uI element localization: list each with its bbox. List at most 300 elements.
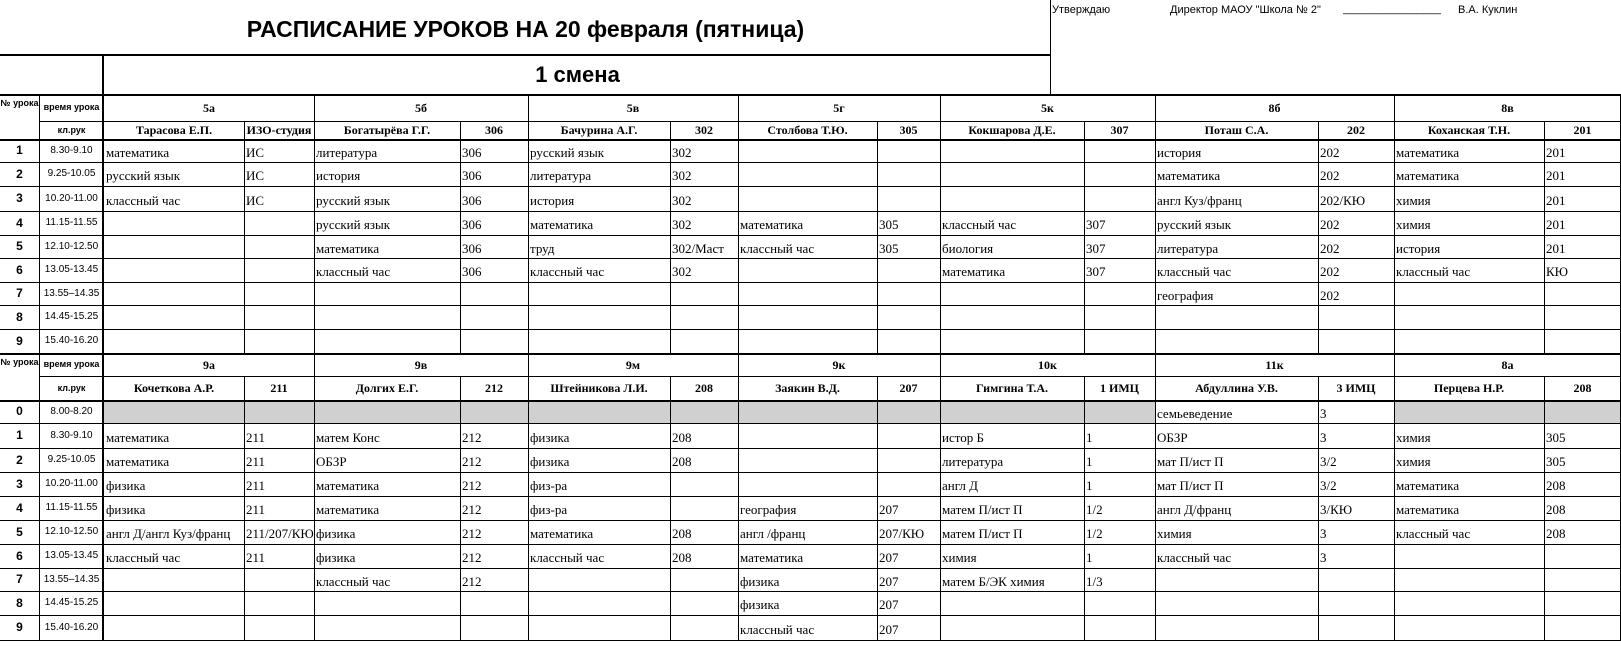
subject-cell xyxy=(1155,591,1318,615)
grid-line xyxy=(670,121,671,353)
subject-cell: химия xyxy=(1396,430,1431,445)
subject-cell: физ-ра xyxy=(530,502,568,517)
room-cell xyxy=(1544,568,1621,591)
subject-cell: англ Куз/франц xyxy=(1157,193,1242,208)
subject-cell: классный час xyxy=(942,217,1017,232)
subject-cell: классный час xyxy=(740,241,815,256)
grid-line xyxy=(1318,121,1319,353)
subject-cell: математика xyxy=(106,430,170,445)
room-cell xyxy=(244,329,314,353)
room-cell: 306 xyxy=(462,264,482,279)
subject-cell: химия xyxy=(1157,526,1192,541)
subject-cell: химия xyxy=(942,550,977,565)
room-cell: 306 xyxy=(462,241,482,256)
subject-cell xyxy=(314,615,460,640)
lesson-time: 8.30-9.10 xyxy=(50,430,93,441)
room-cell xyxy=(1544,305,1621,329)
lesson-time: 10.20-11.00 xyxy=(45,478,98,489)
director-label: Директор МАОУ "Школа № 2" xyxy=(1170,4,1321,16)
grid-line xyxy=(1318,376,1319,640)
room-cell xyxy=(244,235,314,258)
subject-cell xyxy=(528,568,670,591)
lesson-time: 10.20-11.00 xyxy=(45,193,98,204)
room-cell: 1/3 xyxy=(1086,574,1103,589)
subject-cell: классный час xyxy=(1396,526,1471,541)
lesson-number-header: № урока xyxy=(0,98,39,108)
room-cell: 211 xyxy=(246,454,266,469)
subject-cell: математика xyxy=(1396,168,1460,183)
room-cell: 3 xyxy=(1320,526,1327,541)
class-room: 211 xyxy=(270,381,288,395)
grid-line xyxy=(1544,121,1545,353)
subject-cell: физика xyxy=(740,574,780,589)
room-cell: 201 xyxy=(1546,168,1566,183)
room-cell xyxy=(877,282,940,305)
room-cell: 207 xyxy=(879,574,899,589)
subject-cell: матем Конс xyxy=(316,430,380,445)
lesson-number: 7 xyxy=(16,286,23,300)
class-teacher: Абдуллина У.В. xyxy=(1195,381,1278,395)
room-cell: 305 xyxy=(1546,454,1566,469)
subject-cell: химия xyxy=(1396,217,1431,232)
subject-cell: физика xyxy=(530,430,570,445)
room-cell xyxy=(1544,282,1621,305)
class-teacher: Коханская Т.Н. xyxy=(1427,123,1511,137)
subject-cell: матем П/ист П xyxy=(942,502,1023,517)
class-room: 202 xyxy=(1347,123,1365,137)
room-cell xyxy=(1084,615,1155,640)
subject-cell xyxy=(940,139,1084,162)
room-cell: 212 xyxy=(462,502,482,517)
room-cell xyxy=(877,162,940,186)
grid-line xyxy=(460,376,461,640)
subject-cell: классный час xyxy=(106,550,181,565)
room-cell: 201 xyxy=(1546,145,1566,160)
room-cell: 305 xyxy=(879,217,899,232)
subject-cell: классный час xyxy=(106,193,181,208)
room-cell: 211 xyxy=(246,478,266,493)
subject-cell xyxy=(940,186,1084,211)
room-cell: 1 xyxy=(1086,550,1093,565)
room-cell: 211/207/КЮ xyxy=(246,526,314,541)
class-teacher-header: кл.рук xyxy=(57,125,86,135)
class-room: 305 xyxy=(899,123,918,137)
class-teacher: Богатырёва Г.Г. xyxy=(343,123,431,137)
grid-line xyxy=(1084,121,1085,353)
subject-cell xyxy=(528,305,670,329)
room-cell xyxy=(1084,400,1155,423)
class-name: 10к xyxy=(1038,358,1057,372)
lesson-number: 0 xyxy=(16,404,23,418)
room-cell: 202 xyxy=(1320,217,1340,232)
room-cell xyxy=(460,282,528,305)
class-room: 1 ИМЦ xyxy=(1100,381,1139,395)
lesson-time: 11.15-11.55 xyxy=(45,502,98,513)
approval-label: Утверждаю xyxy=(1052,4,1111,16)
subject-cell: математика xyxy=(740,550,804,565)
room-cell xyxy=(244,568,314,591)
subject-cell xyxy=(104,400,244,423)
lesson-time-header: время урока xyxy=(43,359,100,369)
room-cell xyxy=(670,496,738,520)
room-cell: ИС xyxy=(246,193,265,208)
room-cell: 3 xyxy=(1320,550,1327,565)
room-cell xyxy=(670,472,738,496)
subject-cell: физика xyxy=(106,478,146,493)
subject-cell: математика xyxy=(740,217,804,232)
lesson-time: 13.05-13.45 xyxy=(44,264,99,275)
room-cell: 1 xyxy=(1086,430,1093,445)
shift-title: 1 смена xyxy=(535,62,620,87)
subject-cell xyxy=(1155,615,1318,640)
room-cell: КЮ xyxy=(1546,264,1569,279)
room-cell: 306 xyxy=(462,145,482,160)
subject-cell xyxy=(940,305,1084,329)
subject-cell xyxy=(314,282,460,305)
class-teacher: Перцева Н.Р. xyxy=(1433,381,1505,395)
class-room: 208 xyxy=(1573,381,1592,395)
room-cell: 208 xyxy=(672,526,692,541)
lesson-time: 15.40-16.20 xyxy=(44,335,99,346)
room-cell xyxy=(670,615,738,640)
subject-cell xyxy=(528,282,670,305)
subject-cell xyxy=(104,329,244,353)
subject-cell: математика xyxy=(316,478,380,493)
class-room: 207 xyxy=(899,381,918,395)
subject-cell xyxy=(738,258,877,282)
lesson-time: 8.30-9.10 xyxy=(50,145,93,156)
subject-cell xyxy=(738,472,877,496)
grid-line xyxy=(1050,0,1051,96)
room-cell: 3/2 xyxy=(1320,478,1337,493)
lesson-number: 6 xyxy=(16,549,23,563)
room-cell: 3/КЮ xyxy=(1320,502,1353,517)
subject-cell xyxy=(1394,400,1544,423)
grid-line xyxy=(528,94,529,353)
subject-cell xyxy=(104,235,244,258)
room-cell xyxy=(670,591,738,615)
room-cell xyxy=(877,472,940,496)
subject-cell xyxy=(1394,568,1544,591)
lesson-number: 5 xyxy=(16,239,23,253)
lesson-number: 4 xyxy=(16,501,23,515)
grid-line xyxy=(1155,94,1156,353)
subject-cell xyxy=(1155,568,1318,591)
subject-cell: математика xyxy=(942,264,1006,279)
subject-cell xyxy=(528,329,670,353)
class-room: 208 xyxy=(695,381,713,395)
subject-cell xyxy=(104,615,244,640)
lesson-time: 13.55–14.35 xyxy=(43,574,100,585)
subject-cell: математика xyxy=(316,241,380,256)
subject-cell: истор Б xyxy=(942,430,984,445)
lesson-time: 11.15-11.55 xyxy=(45,217,98,228)
subject-cell: русский язык xyxy=(530,145,605,160)
lesson-number: 2 xyxy=(16,167,23,181)
subject-cell: физика xyxy=(740,597,780,612)
lesson-time-header: время урока xyxy=(43,102,100,112)
room-cell xyxy=(1084,329,1155,353)
room-cell xyxy=(877,329,940,353)
subject-cell: биология xyxy=(942,241,994,256)
room-cell xyxy=(1084,282,1155,305)
subject-cell xyxy=(738,400,877,423)
room-cell: 207/КЮ xyxy=(879,526,925,541)
subject-cell: физика xyxy=(530,454,570,469)
class-name: 5а xyxy=(203,101,215,115)
subject-cell: мат П/ист П xyxy=(1157,478,1224,493)
subject-cell: литература xyxy=(530,168,592,183)
grid-line xyxy=(940,94,941,353)
subject-cell: литература xyxy=(942,454,1004,469)
room-cell: 202 xyxy=(1320,288,1340,303)
room-cell: 302 xyxy=(672,168,692,183)
subject-cell: семьеведение xyxy=(1157,406,1233,421)
lesson-time: 15.40-16.20 xyxy=(44,622,99,633)
room-cell xyxy=(460,329,528,353)
room-cell xyxy=(877,186,940,211)
grid-line xyxy=(39,353,40,640)
room-cell: 306 xyxy=(462,168,482,183)
grid-line xyxy=(0,640,1621,641)
grid-line xyxy=(0,54,1051,56)
grid-line xyxy=(460,121,461,353)
subject-cell: математика xyxy=(1396,145,1460,160)
room-cell xyxy=(1544,615,1621,640)
lesson-number: 3 xyxy=(16,191,23,205)
room-cell: 208 xyxy=(1546,526,1566,541)
subject-cell xyxy=(738,329,877,353)
lesson-time: 13.55–14.35 xyxy=(43,288,100,299)
subject-cell: англ Д xyxy=(942,478,979,493)
room-cell xyxy=(460,305,528,329)
room-cell xyxy=(1544,544,1621,568)
class-room: 306 xyxy=(485,123,503,137)
room-cell: 1 xyxy=(1086,454,1093,469)
lesson-number: 9 xyxy=(16,620,23,634)
class-room: 302 xyxy=(695,123,713,137)
room-cell xyxy=(877,139,940,162)
room-cell: 307 xyxy=(1086,241,1106,256)
class-name: 5к xyxy=(1041,101,1054,115)
subject-cell: география xyxy=(1157,288,1214,303)
class-name: 9в xyxy=(414,358,428,372)
lesson-number: 8 xyxy=(16,310,23,324)
room-cell xyxy=(877,448,940,472)
subject-cell: классный час xyxy=(316,574,391,589)
class-name: 11к xyxy=(1265,358,1284,372)
subject-cell xyxy=(104,211,244,235)
room-cell: 207 xyxy=(879,597,899,612)
class-teacher: Кокшарова Д.Е. xyxy=(968,123,1056,137)
grid-line xyxy=(0,353,1621,355)
room-cell: 302 xyxy=(672,264,692,279)
room-cell xyxy=(1544,400,1621,423)
subject-cell xyxy=(104,282,244,305)
lesson-time: 12.10-12.50 xyxy=(44,526,99,537)
grid-line xyxy=(314,94,315,353)
grid-line xyxy=(39,94,40,353)
grid-line xyxy=(102,54,104,96)
subject-cell: физика xyxy=(106,502,146,517)
room-cell: 201 xyxy=(1546,217,1566,232)
grid-line xyxy=(670,376,671,640)
subject-cell: ОБЗР xyxy=(1157,430,1188,445)
subject-cell xyxy=(940,400,1084,423)
subject-cell xyxy=(104,591,244,615)
subject-cell: история xyxy=(316,168,361,183)
room-cell xyxy=(1318,329,1394,353)
room-cell: 1/2 xyxy=(1086,502,1103,517)
lesson-number: 6 xyxy=(16,263,23,277)
room-cell xyxy=(670,282,738,305)
class-teacher: Столбова Т.Ю. xyxy=(767,123,848,137)
room-cell: 1/2 xyxy=(1086,526,1103,541)
subject-cell xyxy=(1394,544,1544,568)
room-cell: 207 xyxy=(879,550,899,565)
room-cell: 201 xyxy=(1546,241,1566,256)
subject-cell xyxy=(940,615,1084,640)
subject-cell xyxy=(528,400,670,423)
lesson-time: 8.00-8.20 xyxy=(50,406,93,417)
grid-line xyxy=(244,376,245,640)
subject-cell: математика xyxy=(530,217,594,232)
room-cell xyxy=(1544,329,1621,353)
subject-cell xyxy=(1394,615,1544,640)
subject-cell xyxy=(940,282,1084,305)
subject-cell: труд xyxy=(530,241,555,256)
subject-cell: русский язык xyxy=(316,217,391,232)
grid-line xyxy=(1394,94,1395,353)
subject-cell xyxy=(104,258,244,282)
room-cell: 305 xyxy=(879,241,899,256)
subject-cell xyxy=(104,305,244,329)
subject-cell: физ-ра xyxy=(530,478,568,493)
subject-cell: химия xyxy=(1396,454,1431,469)
lesson-number: 7 xyxy=(16,572,23,586)
subject-cell: математика xyxy=(530,526,594,541)
subject-cell: матем Б/ЭК химия xyxy=(942,574,1045,589)
subject-cell: русский язык xyxy=(106,168,181,183)
room-cell xyxy=(244,282,314,305)
room-cell xyxy=(877,305,940,329)
grid-line xyxy=(314,353,315,640)
subject-cell xyxy=(104,568,244,591)
room-cell xyxy=(1084,162,1155,186)
room-cell: 212 xyxy=(462,430,482,445)
room-cell xyxy=(877,258,940,282)
room-cell xyxy=(244,400,314,423)
class-name: 9а xyxy=(203,358,215,372)
subject-cell: матем П/ист П xyxy=(942,526,1023,541)
subject-cell: география xyxy=(740,502,797,517)
subject-cell: русский язык xyxy=(1157,217,1232,232)
subject-cell: мат П/ист П xyxy=(1157,454,1224,469)
room-cell: 211 xyxy=(246,430,266,445)
room-cell: 302 xyxy=(672,193,692,208)
room-cell xyxy=(1318,305,1394,329)
subject-cell xyxy=(738,186,877,211)
subject-cell xyxy=(940,162,1084,186)
grid-line xyxy=(1394,353,1395,640)
subject-cell: ОБЗР xyxy=(316,454,347,469)
director-name: В.А. Куклин xyxy=(1458,4,1518,16)
subject-cell: математика xyxy=(1396,478,1460,493)
room-cell: 202 xyxy=(1320,241,1340,256)
subject-cell: англ /франц xyxy=(740,526,806,541)
class-teacher: Гимгина Т.А. xyxy=(975,381,1048,395)
subject-cell xyxy=(1394,305,1544,329)
page-title: РАСПИСАНИЕ УРОКОВ НА 20 февраля (пятница) xyxy=(246,16,805,42)
grid-line xyxy=(1544,376,1545,640)
class-teacher-header: кл.рук xyxy=(57,383,86,393)
room-cell xyxy=(244,591,314,615)
room-cell: 306 xyxy=(462,217,482,232)
class-name: 5б xyxy=(415,101,427,115)
grid-line xyxy=(877,121,878,353)
subject-cell: классный час xyxy=(1396,264,1471,279)
room-cell xyxy=(244,305,314,329)
subject-cell xyxy=(528,615,670,640)
room-cell: 207 xyxy=(879,622,899,637)
class-teacher: Долгих Е.Г. xyxy=(355,381,419,395)
lesson-number-header: № урока xyxy=(0,357,39,367)
grid-line xyxy=(738,353,739,640)
grid-line xyxy=(738,94,739,353)
subject-cell: история xyxy=(1157,145,1202,160)
grid-line xyxy=(940,353,941,640)
subject-cell: математика xyxy=(1396,502,1460,517)
room-cell: 208 xyxy=(672,454,692,469)
room-cell: 3/2 xyxy=(1320,454,1337,469)
lesson-time: 12.10-12.50 xyxy=(44,241,99,252)
room-cell: 307 xyxy=(1086,264,1106,279)
class-room: ИЗО-студия xyxy=(246,123,312,137)
room-cell xyxy=(244,615,314,640)
room-cell xyxy=(1084,591,1155,615)
room-cell: 201 xyxy=(1546,193,1566,208)
subject-cell: классный час xyxy=(316,264,391,279)
room-cell: 202/КЮ xyxy=(1320,193,1366,208)
grid-line xyxy=(39,121,1621,122)
room-cell xyxy=(244,258,314,282)
room-cell xyxy=(877,423,940,448)
class-room: 3 ИМЦ xyxy=(1336,381,1376,395)
subject-cell: классный час xyxy=(1157,550,1232,565)
class-name: 5г xyxy=(833,101,845,115)
grid-line xyxy=(528,353,529,640)
subject-cell: математика xyxy=(1157,168,1221,183)
lesson-number: 3 xyxy=(16,477,23,491)
lesson-number: 5 xyxy=(16,525,23,539)
room-cell: ИС xyxy=(246,168,265,183)
grid-line xyxy=(1155,353,1156,640)
subject-cell: классный час xyxy=(530,550,605,565)
room-cell: 208 xyxy=(672,550,692,565)
room-cell: 202 xyxy=(1320,264,1340,279)
grid-line xyxy=(244,121,245,353)
room-cell: ИС xyxy=(246,145,265,160)
lesson-number: 8 xyxy=(16,596,23,610)
room-cell xyxy=(460,400,528,423)
class-name: 8а xyxy=(1501,358,1514,372)
room-cell xyxy=(1544,591,1621,615)
room-cell xyxy=(1318,615,1394,640)
subject-cell xyxy=(940,329,1084,353)
lesson-number: 1 xyxy=(16,143,23,157)
room-cell: 3 xyxy=(1320,406,1327,421)
lesson-time: 9.25-10.05 xyxy=(47,168,96,179)
